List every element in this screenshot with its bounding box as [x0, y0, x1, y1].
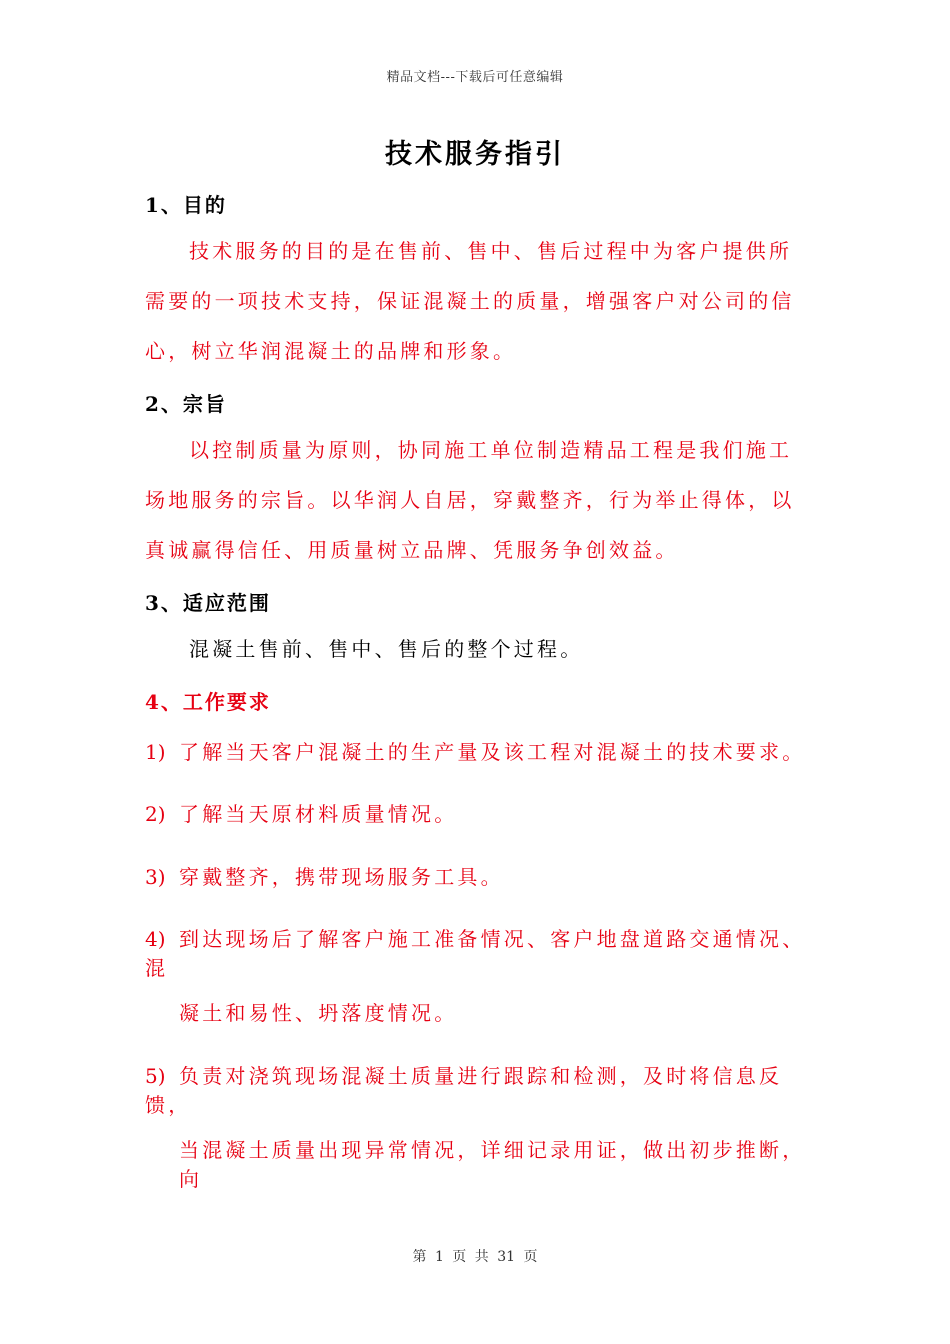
list-item-number: 5) — [145, 1064, 166, 1088]
section-heading-purpose: 1、目的 — [145, 193, 227, 217]
section-body-scope: 混凝土售前、售中、售后的整个过程。 — [189, 637, 584, 661]
list-item-text: 当混凝土质量出现异常情况，详细记录用证，做出初步推断，向 — [179, 1138, 806, 1191]
section-heading-tenet: 2、宗旨 — [145, 392, 227, 416]
section-body-purpose: 技术服务的目的是在售前、售中、售后过程中为客户提供所需要的一项技术支持，保证混凝土的质量，增强客户对公司的信心，树立华润混凝土的品牌和形象。 — [145, 239, 795, 363]
list-item-continuation — [145, 1134, 810, 1192]
list-item-number: 1) — [145, 740, 166, 764]
list-item — [145, 923, 810, 981]
list-item-number: 2) — [145, 802, 166, 826]
list-item-continuation — [145, 997, 810, 1026]
list-item — [145, 1060, 810, 1118]
list-item-number: 3) — [145, 865, 166, 889]
list-item-text: 凝土和易性、坍落度情况。 — [179, 1001, 458, 1025]
list-item-text: 到达现场后了解客户施工准备情况、客户地盘道路交通情况、混 — [145, 927, 806, 980]
section-heading-scope: 3、适应范围 — [145, 591, 271, 615]
list-item-number: 4) — [145, 927, 166, 951]
list-item-text: 穿戴整齐，携带现场服务工具。 — [179, 865, 504, 889]
list-item — [145, 736, 810, 765]
list-item — [145, 798, 810, 827]
list-item-text: 负责对浇筑现场混凝土质量进行跟踪和检测，及时将信息反馈， — [145, 1064, 783, 1117]
list-item-text: 了解当天客户混凝土的生产量及该工程对混凝土的技术要求。 — [179, 740, 806, 764]
section-body-tenet: 以控制质量为原则，协同施工单位制造精品工程是我们施工场地服务的宗旨。以华润人自居，穿戴整齐，行为举止得体，以真诚赢得信任、用质量树立品牌、凭服务争创效益。 — [145, 438, 795, 562]
document-title: 技术服务指引 — [385, 139, 565, 170]
page-footer: 第 1 页 共 31 页 — [412, 1249, 538, 1265]
list-item-text: 了解当天原材料质量情况。 — [179, 802, 458, 826]
page-header: 精品文档---下载后可任意编辑 — [386, 70, 564, 85]
list-item — [145, 861, 810, 890]
section-heading-requirements: 4、工作要求 — [145, 690, 271, 714]
